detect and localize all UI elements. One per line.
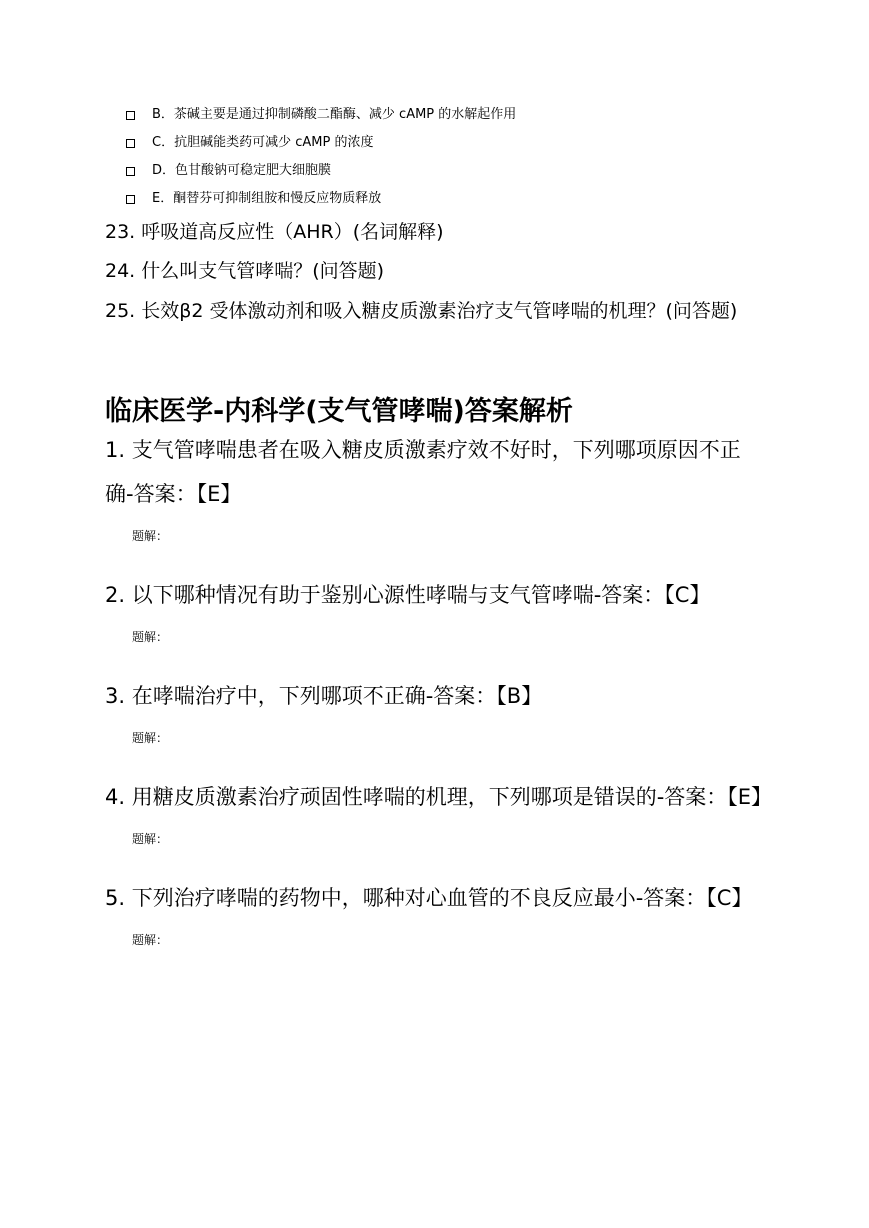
option-item xyxy=(126,157,826,185)
answer-item xyxy=(105,573,785,647)
option-item xyxy=(126,129,826,157)
answer-text: 2. 以下哪种情况有助于鉴别心源性哮喘与支气管哮喘-答案：【C】 xyxy=(105,583,711,607)
answer-explanation: 题解： xyxy=(132,832,169,846)
answer-item xyxy=(105,876,785,950)
option-label: B．茶碱主要是通过抑制磷酸二酯酶、减少 cAMP 的水解起作用 xyxy=(152,107,517,122)
option-item xyxy=(126,185,826,213)
question-list xyxy=(105,213,785,331)
answer-text: 3. 在哮喘治疗中，下列哪项不正确-答案：【B】 xyxy=(105,684,543,708)
answer-explanation: 题解： xyxy=(132,529,169,543)
answer-text: 4. 用糖皮质激素治疗顽固性哮喘的机理，下列哪项是错误的-答案：【E】 xyxy=(105,785,773,809)
answer-item xyxy=(105,674,785,748)
checkbox-icon[interactable] xyxy=(126,139,135,148)
option-label: D．色甘酸钠可稳定肥大细胞膜 xyxy=(152,163,332,178)
answer-text: 1. 支气管哮喘患者在吸入糖皮质激素疗效不好时，下列哪项原因不正确-答案：【E】 xyxy=(105,438,741,506)
section-title: 临床医学-内科学(支气管哮喘)答案解析 xyxy=(105,396,573,427)
answer-item xyxy=(105,775,785,849)
answer-explanation: 题解： xyxy=(132,933,169,947)
question-item: 24. 什么叫支气管哮喘？(问答题) xyxy=(105,260,385,282)
checkbox-icon[interactable] xyxy=(126,195,135,204)
option-item xyxy=(126,101,826,129)
question-item: 25. 长效β2 受体激动剂和吸入糖皮质激素治疗支气管哮喘的机理？(问答题) xyxy=(105,300,738,322)
answer-list xyxy=(105,428,785,977)
option-label: C．抗胆碱能类药可减少 cAMP 的浓度 xyxy=(152,135,374,150)
checkbox-icon[interactable] xyxy=(126,167,135,176)
question-item: 23. 呼吸道高反应性（AHR）(名词解释) xyxy=(105,221,444,243)
checkbox-icon[interactable] xyxy=(126,111,135,120)
answer-explanation: 题解： xyxy=(132,630,169,644)
answer-explanation: 题解： xyxy=(132,731,169,745)
option-list xyxy=(126,101,826,213)
answer-text: 5. 下列治疗哮喘的药物中，哪种对心血管的不良反应最小-答案：【C】 xyxy=(105,886,753,910)
option-label: E．酮替芬可抑制组胺和慢反应物质释放 xyxy=(152,191,382,206)
answer-item xyxy=(105,428,785,546)
